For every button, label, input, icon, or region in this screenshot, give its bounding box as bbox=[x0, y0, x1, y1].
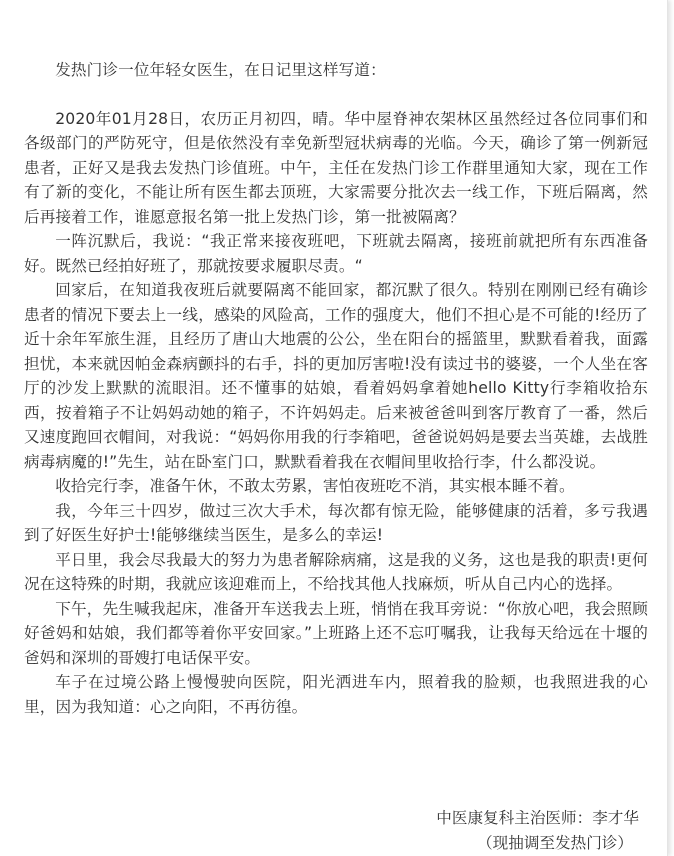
paragraph-diary-date: 2020年01月28日，农历正月初四，晴。华中屋脊神农架林区虽然经过各位同事们和各级部门的严防死守，但是依然没有幸免新型冠状病毒的光临。今天，确诊了第一例新冠患者，正好又是我去发热门诊值班。中午，主任在发热门诊工作群里通知大家，现在工作有了新的变化，不能让所有医生都去顶班，大家需要分批次去一线工作，下班后隔离，然后再接着工作，谁愿意报名第一批上发热门诊，第一批被隔离？ bbox=[24, 109, 648, 226]
paragraph-husband: 下午，先生喊我起床，准备开车送我去上班，悄悄在我耳旁说：“你放心吧，我会照顾好爸妈和姑娘，我们都等着你平安回家。”上班路上还不忘叮嘱我，让我每天给远在十堰的爸妈和深圳的哥嫂打电话保平安。 bbox=[24, 599, 648, 667]
paragraph-volunteer: 一阵沉默后，我说：“我正常来接夜班吧，下班就去隔离，接班前就把所有东西准备好。既然已经拍好班了，那就按要求履职尽责。“ bbox=[24, 232, 648, 275]
paragraph-family: 回家后，在知道我夜班后就要隔离不能回家，都沉默了很久。特别在刚刚已经有确诊患者的情况下要去上一线，感染的风险高，工作的强度大，他们不担心是不可能的!经历了近十余年军旅生涯，且经历了唐山大地震的公公，坐在阳台的摇篮里，默默看着我，面露担忧，本来就因帕金森病颤抖的右手，抖的更加厉害啦!没有读过书的婆婆，一个人坐在客厅的沙发上默默的流眼泪。还不懂事的姑娘，看着妈妈拿着她hello Kitty行李箱收拾东西，按着箱子不让妈妈动她的箱子，不许妈妈走。后来被爸爸叫到客厅教育了一番，然后又速度跑回衣帽间，对我说：“妈妈你用我的行李箱吧，爸爸说妈妈是要去当英雄，去战胜病毒病魔的!”先生，站在卧室门口，默默看着我在衣帽间里收拾行李，什么都没说。 bbox=[24, 281, 648, 471]
article-body bbox=[24, 58, 648, 719]
paragraph-packing: 收拾完行李，准备午休，不敢太劳累，害怕夜班吃不消，其实根本睡不着。 bbox=[55, 477, 575, 495]
signature-block bbox=[436, 806, 639, 855]
paragraph-closing: 车子在过境公路上慢慢驶向医院，阳光洒进车内，照着我的脸颊，也我照进我的心里，因为我知道：心之向阳，不再彷徨。 bbox=[24, 673, 648, 716]
signature-note: （现抽调至发热门诊） bbox=[477, 833, 633, 852]
paragraph-self: 我，今年三十四岁，做过三次大手术，每次都有惊无险，能够健康的活着，多亏我遇到了好医生好护士!能够继续当医生，是多么的幸运! bbox=[24, 501, 648, 544]
paragraph-duty: 平日里，我会尽我最大的努力为患者解除病痛，这是我的义务，这也是我的职责!更何况在这特殊的时期，我就应该迎难而上，不给找其他人找麻烦，听从自己内心的选择。 bbox=[24, 550, 648, 593]
signature-author: 中医康复科主治医师：李才华 bbox=[436, 809, 639, 827]
intro-paragraph: 发热门诊一位年轻女医生，在日记里这样写道： bbox=[55, 61, 386, 79]
